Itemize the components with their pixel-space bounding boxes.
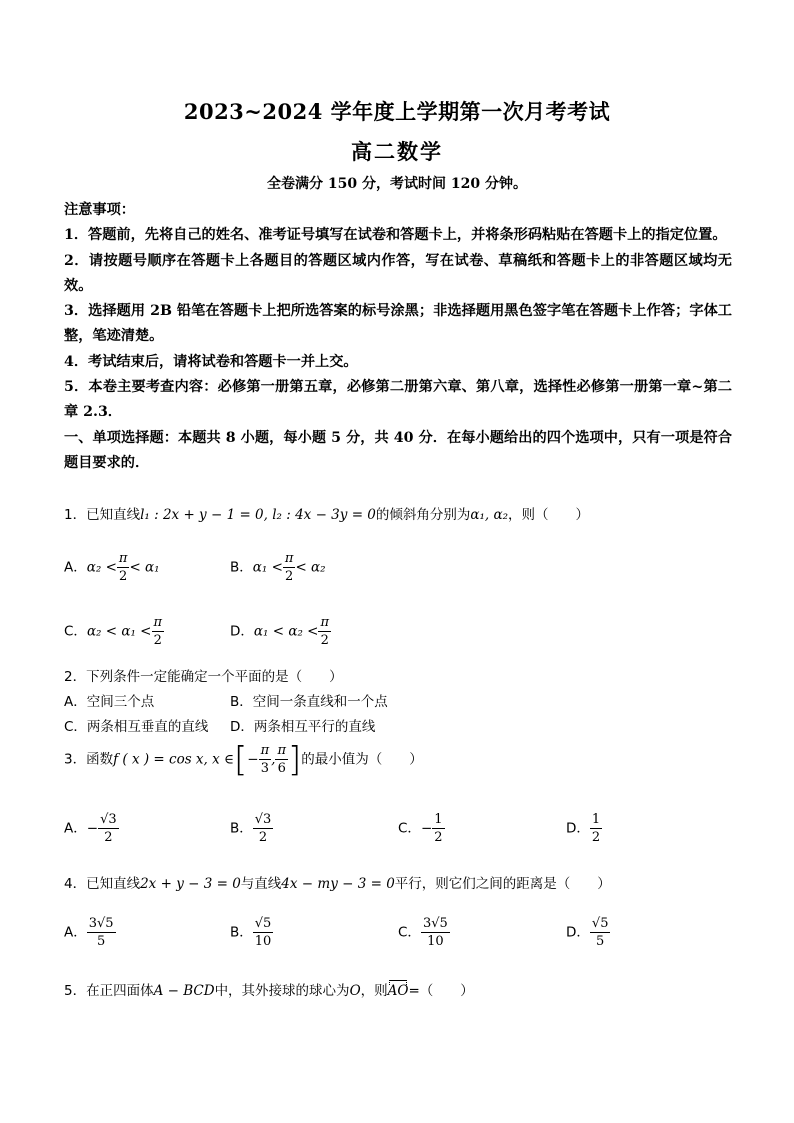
q2-option-c[interactable]: C．两条相互垂直的直线 (64, 719, 209, 735)
q5-solid: A − BCD (153, 983, 215, 999)
fraction: $\frac{\pi}{3}$ (260, 743, 270, 776)
q4-line-1: 2x + y − 3 = 0 (140, 876, 241, 892)
q2-option-d[interactable]: D．两条相互平行的直线 (230, 719, 376, 735)
instructions (64, 198, 732, 476)
right-bracket: ] (287, 739, 302, 780)
q1-option-d[interactable]: D．α₁ < α₂ < $\frac{\pi}{2}$ (230, 615, 330, 648)
q1-option-c[interactable]: C．α₂ < α₁ < $\frac{\pi}{2}$ (64, 615, 163, 648)
fraction: $\frac{\pi}{6}$ (277, 743, 286, 776)
q4-option-d[interactable]: D． $\frac{√5}{5}$ (566, 916, 609, 949)
instruction-item: 2．请按题号顺序在答题卡上各题目的答题区域内作答，写在试卷、草稿纸和答题卡上的非答题区域均无效。 (64, 252, 732, 294)
question-1-stem: 1．已知直线l₁ : 2x + y − 1 = 0, l₂ : 4x − 3y = 0的倾斜角分别为α₁, α₂，则（ ） (64, 507, 590, 523)
fraction: $\frac{√3}{2}$ (100, 812, 117, 845)
fraction: $\frac{3√5}{10}$ (422, 916, 448, 949)
q3-option-d[interactable]: D． $\frac{1}{2}$ (566, 812, 601, 845)
fraction: $\frac{3√5}{5}$ (88, 916, 114, 949)
q2-option-b[interactable]: B．空间一条直线和一个点 (230, 694, 388, 710)
instruction-item: 4．考试结束后，请将试卷和答题卡一并上交。 (64, 353, 358, 370)
q1-lines: l₁ : 2x + y − 1 = 0, l₂ : 4x − 3y = 0 (140, 507, 376, 523)
exam-title: 2023~2024 学年度上学期第一次月考考试 (183, 99, 611, 124)
fraction: $\frac{1}{2}$ (591, 812, 601, 845)
q5-center: O (349, 983, 361, 999)
fraction: $\frac{√5}{5}$ (591, 916, 609, 949)
left-bracket: [ (234, 739, 248, 780)
section-heading: 一、单项选择题：本题共 8 小题，每小题 5 分，共 40 分．在每小题给出的四个选项中，只有一项是符合题目要求的． (64, 429, 732, 471)
q1-option-a[interactable]: A．α₂ < $\frac{\pi}{2}$ < α₁ (64, 551, 160, 584)
fraction: $\frac{√3}{2}$ (254, 812, 272, 845)
score-info: 全卷满分 150 分，考试时间 120 分钟。 (267, 176, 527, 192)
q2-option-a[interactable]: A．空间三个点 (64, 694, 155, 710)
instruction-item: 1．答题前，先将自己的姓名、准考证号填写在试卷和答题卡上，并将条形码粘贴在答题卡上的指定位置。 (64, 227, 727, 244)
q4-line-2: 4x − my − 3 = 0 (281, 876, 395, 892)
fraction: $\frac{√5}{10}$ (254, 916, 272, 949)
fraction: $\frac{\pi}{2}$ (118, 551, 128, 584)
q3-option-b[interactable]: B． $\frac{√3}{2}$ (230, 812, 272, 845)
fraction: $\frac{1}{2}$ (434, 812, 443, 845)
exam-subject: 高二数学 (351, 139, 443, 164)
instruction-item: 3．选择题用 2B 铅笔在答题卡上把所选答案的标号涂黑；非选择题用黑色签字笔在答题卡上作答；字体工整，笔迹清楚。 (64, 303, 732, 345)
q3-option-a[interactable]: A．− $\frac{√3}{2}$ (64, 812, 117, 845)
q4-option-b[interactable]: B． $\frac{√5}{10}$ (230, 916, 272, 949)
q4-option-c[interactable]: C． $\frac{3√5}{10}$ (398, 916, 448, 949)
question-5-stem: 5．在正四面体A − BCD中，其外接球的球心为O，则AO=（ ） (64, 983, 474, 999)
fraction: $\frac{\pi}{2}$ (320, 615, 330, 648)
q1-angles: α₁, α₂ (470, 507, 509, 523)
fraction: $\frac{\pi}{2}$ (284, 551, 294, 584)
instructions-heading: 注意事项： (64, 202, 135, 218)
question-4-stem: 4．已知直线2x + y − 3 = 0与直线4x − my − 3 = 0平行，则它们之间的距离是（ ） (64, 876, 611, 892)
fraction: $\frac{\pi}{2}$ (153, 615, 163, 648)
q1-option-b[interactable]: B．α₁ < $\frac{\pi}{2}$ < α₂ (230, 551, 326, 584)
q5-vector: AO (387, 983, 409, 999)
q3-function: f ( x ) = cos x, x ∈ (113, 751, 235, 768)
q4-option-a[interactable]: A． $\frac{3√5}{5}$ (64, 916, 114, 949)
instruction-item: 5．本卷主要考查内容：必修第一册第五章，必修第二册第六章、第八章，选择性必修第一册第一章~第二章 2.3． (64, 379, 732, 421)
question-2-stem: 2．下列条件一定能确定一个平面的是（ ） (64, 669, 343, 685)
question-3-stem: 3．函数f ( x ) = cos x, x ∈[− $\frac{\pi}{3}$ , $\frac{\pi}{6}$ ]的最小值为（ ） (64, 739, 423, 780)
q3-option-c[interactable]: C．− $\frac{1}{2}$ (398, 812, 443, 845)
